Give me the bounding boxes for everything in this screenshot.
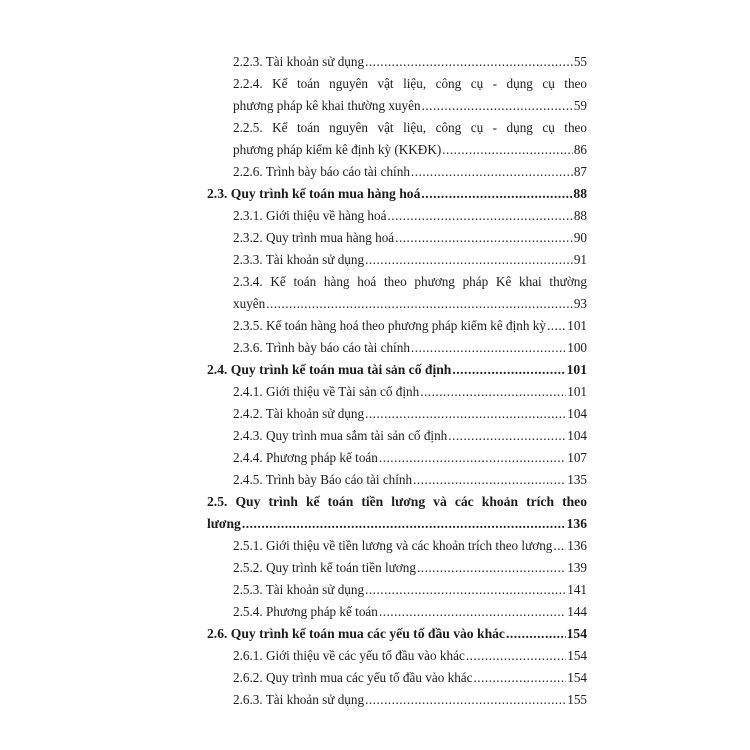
dot-leader: [379, 601, 566, 623]
toc-title: 2.5.3. Tài khoản sử dụng: [233, 582, 365, 597]
toc-subsection-entry: [207, 73, 587, 117]
toc-page-number: 59: [573, 98, 587, 113]
toc-title: 2.3.2. Quy trình mua hàng hoá: [233, 230, 395, 245]
toc-title: 2.2.6. Trình bày báo cáo tài chính: [233, 164, 410, 179]
toc-subsection-entry: [207, 601, 587, 623]
toc-subsection-entry: [207, 425, 587, 447]
dot-leader: [474, 667, 567, 689]
toc-page-number: 136: [567, 538, 587, 553]
toc-title: phương pháp kiểm kê định kỳ (KKĐK): [233, 142, 442, 157]
toc-title: 2.4.5. Trình bày Báo cáo tài chính: [233, 472, 413, 487]
dot-leader: [365, 51, 573, 73]
dot-leader: [266, 293, 573, 315]
toc-page-number: 154: [567, 670, 587, 685]
toc-subsection-entry: [207, 249, 587, 271]
toc-subsection-entry: [207, 667, 587, 689]
toc-subsection-entry: [207, 271, 587, 315]
toc-title-line: 2.2.4. Kế toán nguyên vật liệu, công cụ - dụng cụ theo: [233, 76, 587, 91]
toc-page-number: 88: [573, 208, 587, 223]
toc-title: 2.4. Quy trình kế toán mua tài sản cố định: [207, 362, 452, 377]
toc-title-line: 2.3.4. Kế toán hàng hoá theo phương pháp Kê khai thường: [233, 274, 587, 289]
toc-subsection-entry: [207, 579, 587, 601]
toc-page-number: 88: [573, 186, 587, 201]
toc-title: 2.5.4. Phương pháp kế toán: [233, 604, 378, 619]
toc-subsection-entry: [207, 403, 587, 425]
toc-page-number: 101: [566, 362, 587, 377]
dot-leader: [452, 359, 565, 381]
toc-title: 2.3.6. Trình bày báo cáo tài chính: [233, 340, 410, 355]
toc-title: 2.3. Quy trình kế toán mua hàng hoá: [207, 186, 421, 201]
toc-title: 2.6.1. Giới thiệu về các yếu tố đầu vào khác: [233, 648, 465, 663]
toc-page-number: 104: [567, 428, 587, 443]
dot-leader: [466, 645, 566, 667]
toc-title: 2.3.3. Tài khoản sử dụng: [233, 252, 365, 267]
toc-page-number: 154: [567, 648, 587, 663]
toc-title-line: 2.5. Quy trình kế toán tiền lương và các khoản trích theo: [207, 494, 587, 509]
dot-leader: [395, 227, 573, 249]
toc-subsection-entry: [207, 205, 587, 227]
toc-subsection-entry: [207, 689, 587, 711]
toc-title: 2.6.3. Tài khoản sử dụng: [233, 692, 365, 707]
toc-subsection-entry: [207, 469, 587, 491]
toc-page-number: 87: [573, 164, 587, 179]
toc-page-number: 155: [567, 692, 587, 707]
toc-subsection-entry: [207, 227, 587, 249]
toc-title: 2.5.2. Quy trình kế toán tiền lương: [233, 560, 416, 575]
toc-page-number: 101: [567, 318, 587, 333]
toc-page-number: 154: [566, 626, 587, 641]
toc-title: phương pháp kê khai thường xuyên: [233, 98, 421, 113]
dot-leader: [421, 183, 572, 205]
toc-page-number: 86: [573, 142, 587, 157]
toc-page-number: 107: [567, 450, 587, 465]
toc-title: 2.4.3. Quy trình mua sắm tài sản cố định: [233, 428, 448, 443]
dot-leader: [413, 469, 566, 491]
toc-page-number: 104: [567, 406, 587, 421]
dot-leader: [422, 95, 573, 117]
dot-leader: [448, 425, 566, 447]
toc-subsection-entry: [207, 381, 587, 403]
toc-title-line: 2.2.5. Kế toán nguyên vật liệu, công cụ - dụng cụ theo: [233, 120, 587, 135]
toc-page-number: 136: [566, 516, 587, 531]
toc-title: 2.4.2. Tài khoản sử dụng: [233, 406, 365, 421]
toc-subsection-entry: [207, 51, 587, 73]
toc-page-number: 93: [573, 296, 587, 311]
dot-leader: [387, 205, 572, 227]
toc-title: 2.2.3. Tài khoản sử dụng: [233, 54, 365, 69]
toc-subsection-entry: [207, 645, 587, 667]
dot-leader: [379, 447, 566, 469]
toc-section-entry: [207, 491, 587, 535]
toc-title: 2.3.1. Giới thiệu về hàng hoá: [233, 208, 387, 223]
toc-page-number: 144: [567, 604, 587, 619]
toc-title: 2.6. Quy trình kế toán mua các yếu tố đầu vào khác: [207, 626, 505, 641]
toc-page-number: 90: [573, 230, 587, 245]
toc-title: 2.3.5. Kế toán hàng hoá theo phương pháp kiểm kê định kỳ: [233, 318, 546, 333]
dot-leader: [420, 381, 566, 403]
toc-page-number: 91: [573, 252, 587, 267]
dot-leader: [553, 535, 566, 557]
dot-leader: [242, 513, 566, 535]
toc-section-entry: [207, 183, 587, 205]
dot-leader: [365, 579, 566, 601]
toc-subsection-entry: [207, 337, 587, 359]
toc-subsection-entry: [207, 447, 587, 469]
toc-subsection-entry: [207, 161, 587, 183]
toc-section-entry: [207, 623, 587, 645]
toc-subsection-entry: [207, 557, 587, 579]
toc-title: 2.6.2. Quy trình mua các yếu tố đầu vào khác: [233, 670, 473, 685]
toc-page-number: 141: [567, 582, 587, 597]
dot-leader: [506, 623, 566, 645]
dot-leader: [417, 557, 566, 579]
dot-leader: [442, 139, 573, 161]
toc-title: 2.4.1. Giới thiệu về Tài sản cố định: [233, 384, 420, 399]
dot-leader: [365, 249, 573, 271]
toc-subsection-entry: [207, 117, 587, 161]
toc-page-number: 139: [567, 560, 587, 575]
dot-leader: [365, 403, 566, 425]
toc-page-number: 101: [567, 384, 587, 399]
table-of-contents: [207, 51, 587, 711]
toc-page-number: 55: [573, 54, 587, 69]
toc-page-number: 135: [567, 472, 587, 487]
dot-leader: [411, 161, 573, 183]
toc-title: 2.5.1. Giới thiệu về tiền lương và các khoản trích theo lương: [233, 538, 553, 553]
toc-title: xuyên: [233, 296, 266, 311]
toc-title: lương: [207, 516, 241, 531]
toc-page-number: 100: [567, 340, 587, 355]
dot-leader: [365, 689, 566, 711]
dot-leader: [547, 315, 566, 337]
toc-section-entry: [207, 359, 587, 381]
toc-subsection-entry: [207, 535, 587, 557]
toc-subsection-entry: [207, 315, 587, 337]
toc-title: 2.4.4. Phương pháp kế toán: [233, 450, 378, 465]
dot-leader: [411, 337, 566, 359]
